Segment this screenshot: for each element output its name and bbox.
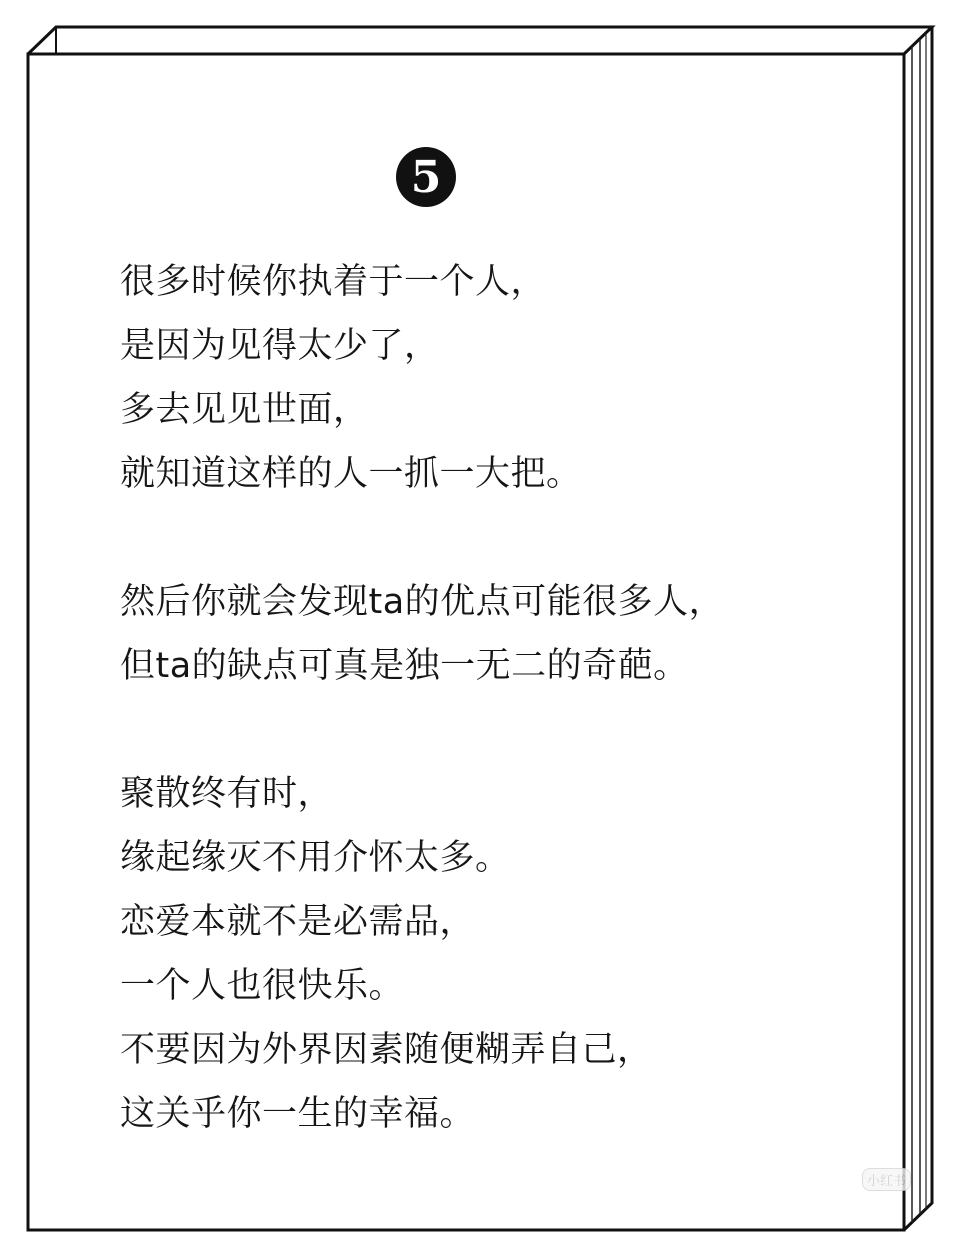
- number-5-badge: [396, 147, 456, 207]
- text-line: 恋爱本就不是必需品，: [120, 902, 476, 942]
- badge-number: 5: [410, 152, 442, 203]
- text-body: [120, 250, 880, 1146]
- text-line: 缘起缘灭不用介怀太多。: [120, 838, 511, 878]
- text-line: 是因为见得太少了，: [120, 326, 440, 366]
- text-line: 多去见见世面，: [120, 390, 369, 430]
- text-line: 不要因为外界因素随便糊弄自己，: [120, 1030, 653, 1070]
- text-line: 很多时候你执着于一个人，: [120, 262, 547, 302]
- text-line: 然后你就会发现ta的优点可能很多人，: [120, 582, 725, 622]
- text-line: 这关乎你一生的幸福。: [120, 1094, 476, 1134]
- paragraph-gap: [120, 506, 880, 570]
- paragraph-gap: [120, 698, 880, 762]
- text-line: 一个人也很快乐。: [120, 966, 405, 1006]
- text-line: 聚散终有时，: [120, 774, 334, 814]
- text-line: 就知道这样的人一抓一大把。: [120, 454, 582, 494]
- text-line: 但ta的缺点可真是独一无二的奇葩。: [120, 646, 689, 686]
- watermark: 小红书: [862, 1168, 911, 1191]
